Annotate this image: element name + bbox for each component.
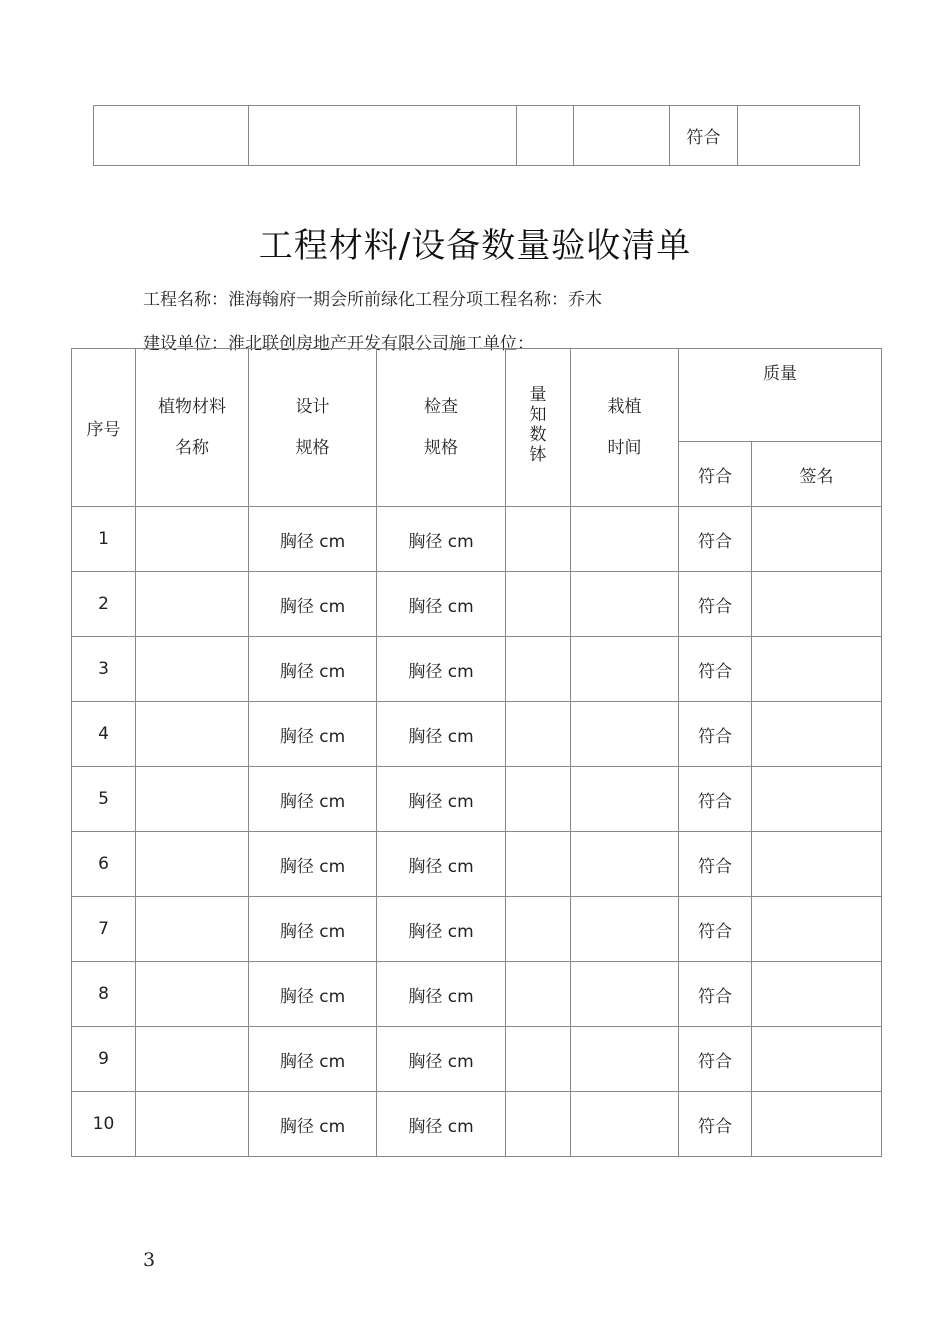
header-design-spec (249, 349, 377, 507)
row-number: 2 (72, 572, 136, 637)
builder-name: 淮北联创房地产开发有限公司 (228, 334, 449, 354)
plant-name-cell (136, 832, 249, 897)
header-check-spec (377, 349, 506, 507)
project-label: 工程名称： (143, 290, 228, 310)
fit-cell: 符合 (679, 767, 752, 832)
sign-cell (752, 832, 882, 897)
header-text: 设计 (295, 396, 330, 417)
planting-time-cell (571, 1092, 679, 1157)
table-row (72, 1027, 882, 1092)
header-char: 量 (529, 385, 547, 405)
header-quantity-text (528, 385, 548, 465)
plant-name-cell (136, 507, 249, 572)
table-row (72, 962, 882, 1027)
header-fit: 符合 (679, 442, 752, 507)
project-name: 淮海翰府一期会所前绿化工程 (228, 290, 449, 310)
sign-cell (752, 507, 882, 572)
header-char: 知 (529, 405, 547, 425)
row-number: 7 (72, 897, 136, 962)
quantity-cell (506, 507, 571, 572)
header-planting-time (571, 349, 679, 507)
table-row (72, 637, 882, 702)
table-cell (249, 106, 517, 166)
header-sign: 签名 (752, 442, 882, 507)
fit-cell: 符合 (670, 106, 738, 166)
check-spec-cell: 胸径 cm (377, 897, 506, 962)
sign-cell (752, 1027, 882, 1092)
plant-name-cell (136, 962, 249, 1027)
fit-cell: 符合 (679, 572, 752, 637)
header-text: 规格 (295, 437, 330, 458)
header-quality: 质量 (679, 349, 882, 442)
fit-cell: 符合 (679, 832, 752, 897)
design-spec-cell: 胸径 cm (249, 1027, 377, 1092)
planting-time-cell (571, 702, 679, 767)
check-spec-cell: 胸径 cm (377, 767, 506, 832)
planting-time-cell (571, 767, 679, 832)
planting-time-cell (571, 572, 679, 637)
table-row (72, 767, 882, 832)
table-cell (94, 106, 249, 166)
quantity-cell (506, 832, 571, 897)
row-number: 1 (72, 507, 136, 572)
table-row (72, 1092, 882, 1157)
quantity-cell (506, 1027, 571, 1092)
fit-cell: 符合 (679, 637, 752, 702)
sub-project-name: 乔木 (568, 290, 602, 310)
design-spec-cell: 胸径 cm (249, 637, 377, 702)
header-text: 名称 (175, 437, 209, 458)
plant-name-cell (136, 767, 249, 832)
table-row (72, 507, 882, 572)
design-spec-cell: 胸径 cm (249, 962, 377, 1027)
plant-name-cell (136, 897, 249, 962)
row-number: 5 (72, 767, 136, 832)
row-number: 6 (72, 832, 136, 897)
header-char: 钵 (529, 445, 547, 465)
check-spec-cell: 胸径 cm (377, 572, 506, 637)
header-quantity (506, 349, 571, 507)
plant-name-cell (136, 1027, 249, 1092)
check-spec-cell: 胸径 cm (377, 637, 506, 702)
quantity-cell (506, 1092, 571, 1157)
header-row (72, 349, 882, 442)
builder-label: 建设单位： (143, 334, 228, 354)
header-plant-name (136, 349, 249, 507)
header-text: 栽植 (607, 396, 642, 417)
plant-name-cell (136, 1092, 249, 1157)
check-spec-cell: 胸径 cm (377, 1027, 506, 1092)
quantity-cell (506, 637, 571, 702)
fit-cell: 符合 (679, 962, 752, 1027)
project-line (143, 285, 602, 310)
quantity-cell (506, 767, 571, 832)
sign-cell (752, 702, 882, 767)
table-row (72, 832, 882, 897)
continuation-table (93, 105, 860, 166)
table-row (72, 897, 882, 962)
fit-cell: 符合 (679, 507, 752, 572)
header-char: 数 (529, 425, 547, 445)
design-spec-cell: 胸径 cm (249, 572, 377, 637)
planting-time-cell (571, 962, 679, 1027)
row-number: 8 (72, 962, 136, 1027)
table-row (72, 702, 882, 767)
sign-cell (752, 767, 882, 832)
quantity-cell (506, 962, 571, 1027)
planting-time-cell (571, 897, 679, 962)
row-number: 10 (72, 1092, 136, 1157)
quantity-cell (506, 702, 571, 767)
row-number: 4 (72, 702, 136, 767)
table-cell (574, 106, 670, 166)
row-number: 3 (72, 637, 136, 702)
sign-cell (752, 572, 882, 637)
design-spec-cell: 胸径 cm (249, 507, 377, 572)
page-title: 工程材料/设备数量验收清单 (258, 226, 692, 266)
plant-name-cell (136, 702, 249, 767)
table-cell (517, 106, 574, 166)
plant-name-cell (136, 572, 249, 637)
sign-cell (752, 1092, 882, 1157)
planting-time-cell (571, 1027, 679, 1092)
check-spec-cell: 胸径 cm (377, 962, 506, 1027)
quantity-cell (506, 897, 571, 962)
fit-cell: 符合 (679, 1027, 752, 1092)
design-spec-cell: 胸径 cm (249, 1092, 377, 1157)
check-spec-cell: 胸径 cm (377, 832, 506, 897)
plant-name-cell (136, 637, 249, 702)
header-text: 规格 (424, 437, 458, 458)
header-text: 植物材料 (158, 396, 226, 417)
header-text: 时间 (607, 437, 642, 458)
fit-cell: 符合 (679, 1092, 752, 1157)
quantity-cell (506, 572, 571, 637)
planting-time-cell (571, 832, 679, 897)
table-row (72, 572, 882, 637)
check-spec-cell: 胸径 cm (377, 1092, 506, 1157)
header-seq: 序号 (72, 349, 136, 507)
check-spec-cell: 胸径 cm (377, 507, 506, 572)
table-cell (738, 106, 860, 166)
contractor-label: 施工单位： (449, 334, 534, 354)
page-number: 3 (143, 1249, 156, 1271)
row-number: 9 (72, 1027, 136, 1092)
design-spec-cell: 胸径 cm (249, 767, 377, 832)
design-spec-cell: 胸径 cm (249, 702, 377, 767)
acceptance-table (71, 348, 882, 1157)
planting-time-cell (571, 507, 679, 572)
design-spec-cell: 胸径 cm (249, 832, 377, 897)
header-text: 检查 (424, 396, 458, 417)
sign-cell (752, 897, 882, 962)
design-spec-cell: 胸径 cm (249, 897, 377, 962)
fit-cell: 符合 (679, 702, 752, 767)
sign-cell (752, 637, 882, 702)
sub-project-label: 分项工程名称： (449, 290, 568, 310)
check-spec-cell: 胸径 cm (377, 702, 506, 767)
sign-cell (752, 962, 882, 1027)
table-row (94, 106, 860, 166)
fit-cell: 符合 (679, 897, 752, 962)
planting-time-cell (571, 637, 679, 702)
